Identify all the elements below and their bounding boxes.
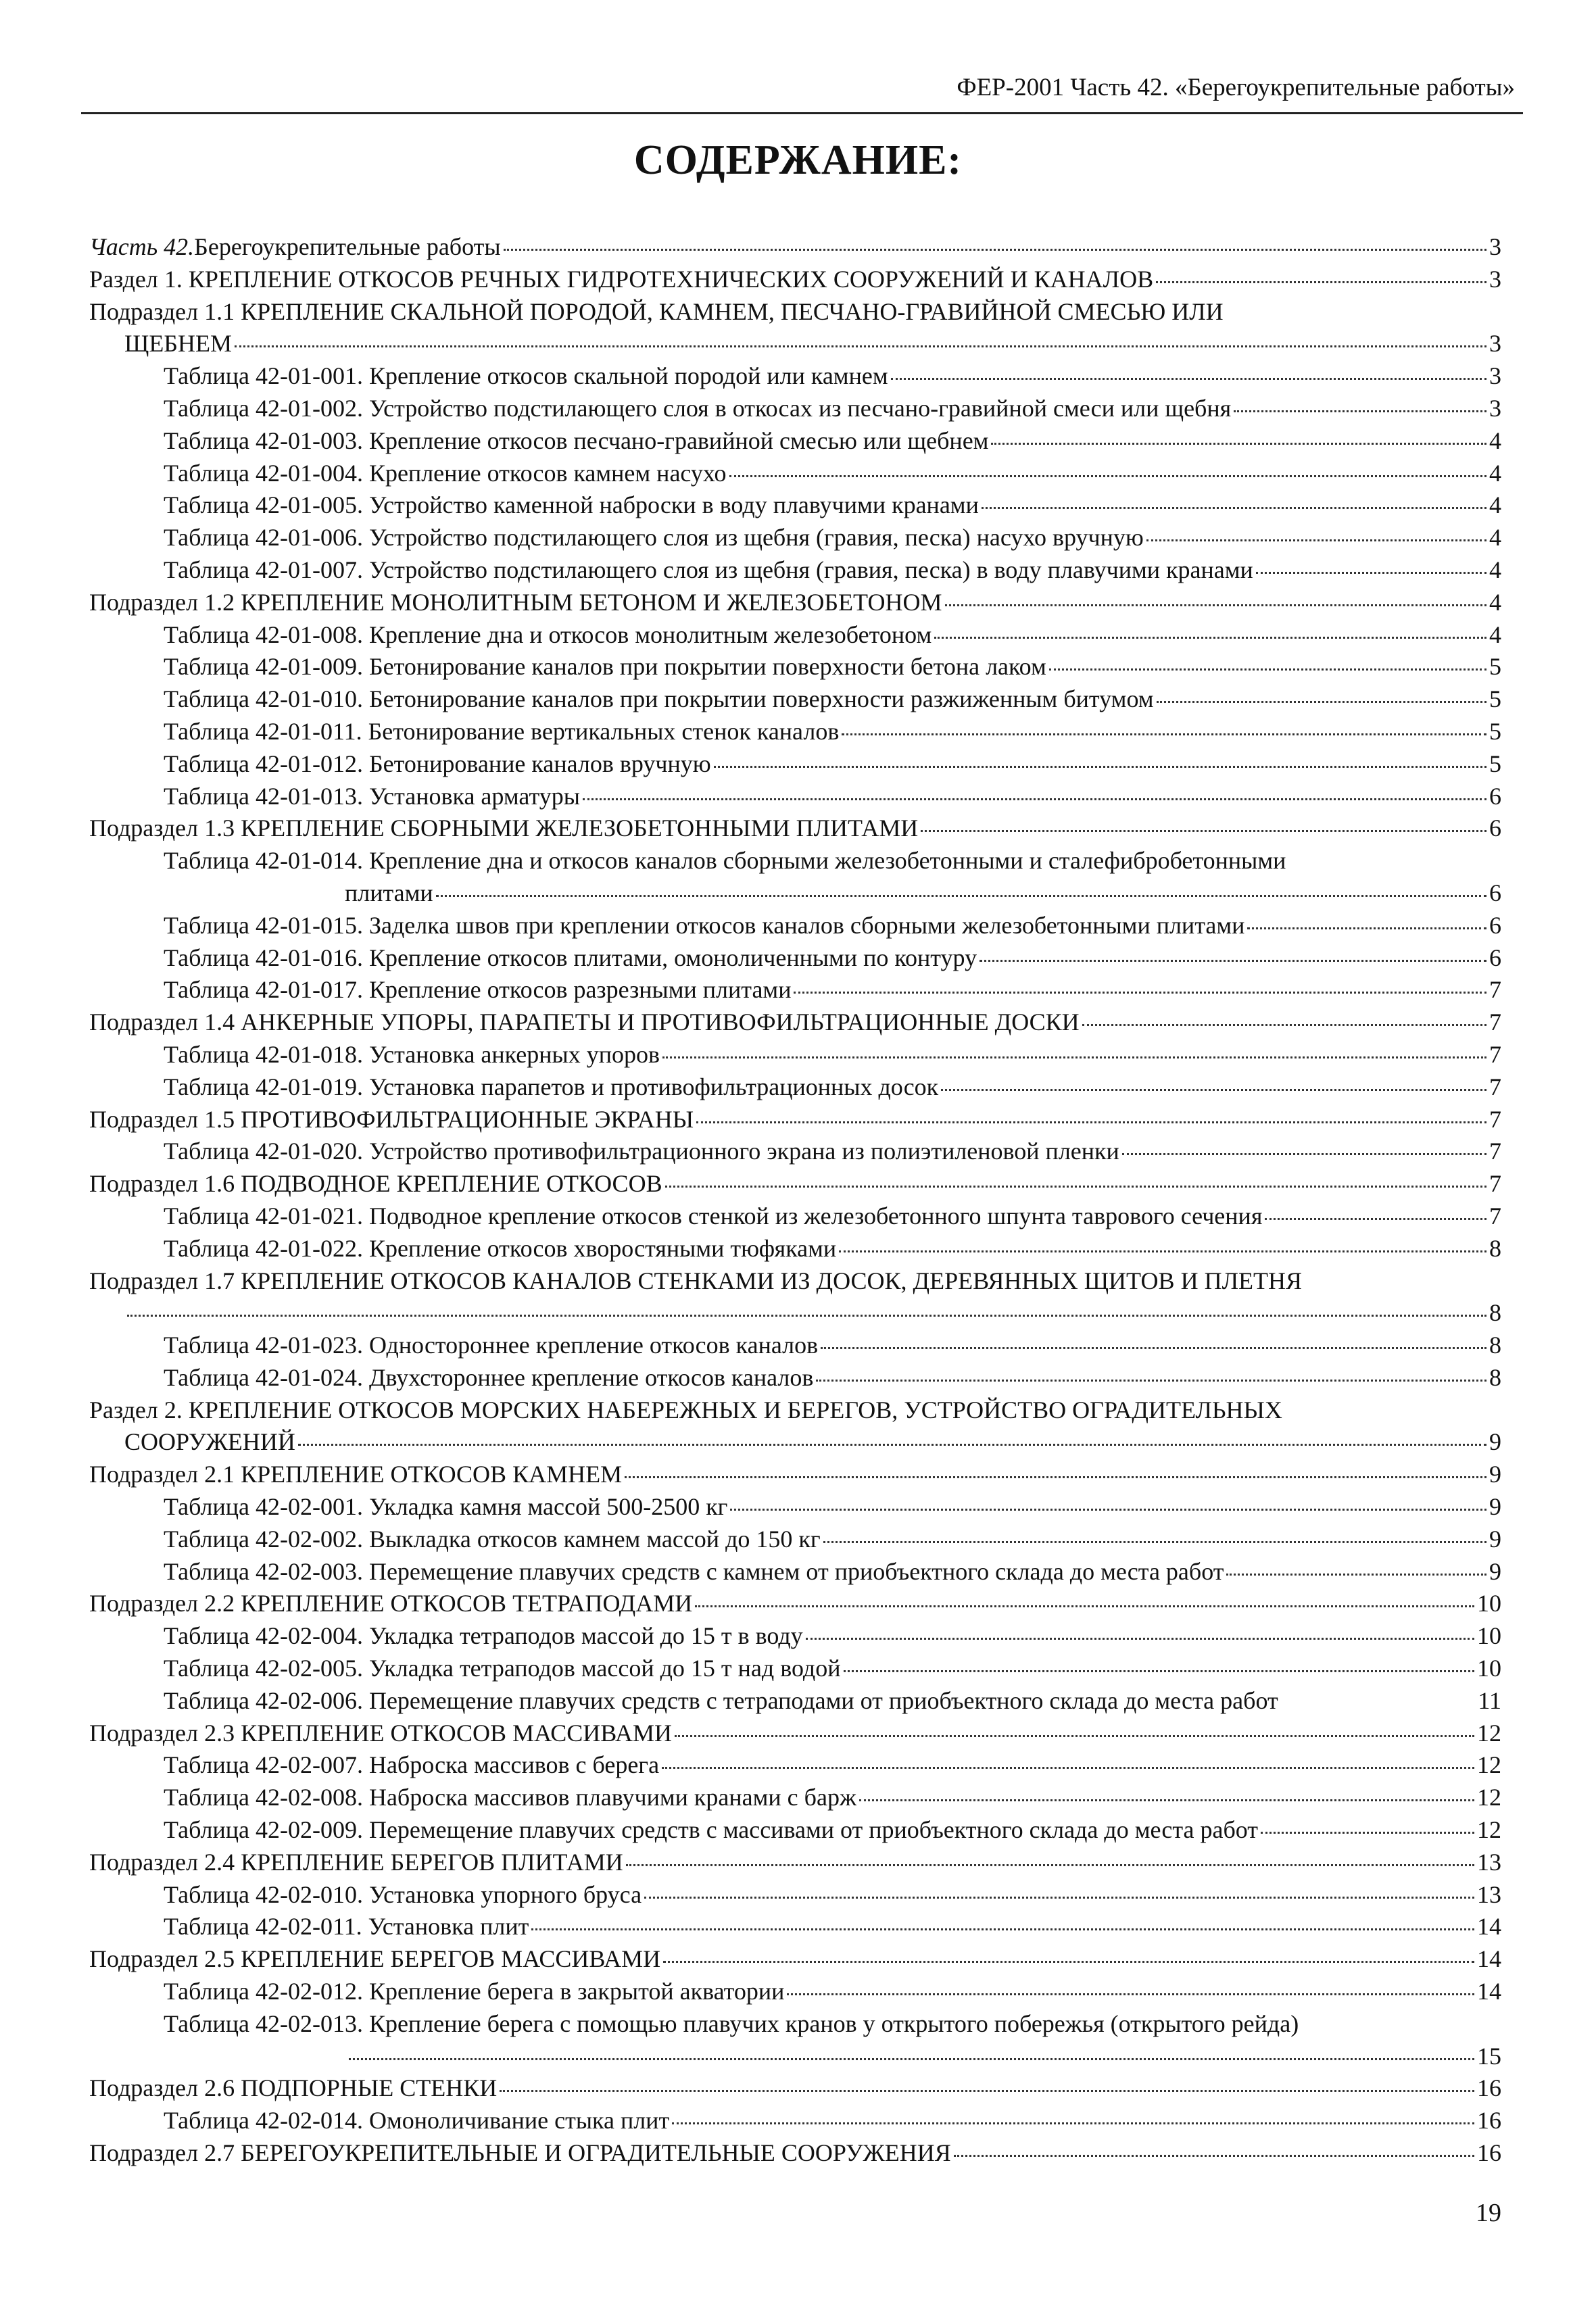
toc-leader-line	[89, 1104, 1501, 1136]
toc-page-number: 14	[1477, 1913, 1501, 1941]
toc-subsection	[89, 1006, 1501, 1039]
toc-page-number: 3	[1489, 362, 1501, 390]
running-header: ФЕР-2001 Часть 42. «Берегоукрепительные работы»	[957, 74, 1515, 101]
toc-table-entry	[89, 1200, 1501, 1233]
toc-leader-line	[164, 2105, 1501, 2137]
toc-leader-line	[89, 2072, 1501, 2105]
toc-part	[89, 231, 1501, 264]
dot-leader	[675, 1735, 1474, 1737]
toc-page-number: 3	[1489, 265, 1501, 293]
toc-page-number: 10	[1477, 1590, 1501, 1617]
toc-entry-text: Таблица 42-02-001. Укладка камня массой 500-2500 кг	[164, 1493, 728, 1521]
toc-table-entry	[89, 458, 1501, 490]
toc-entry-text: Таблица 42-01-003. Крепление откосов песчано-гравийной смесью или щебнем	[164, 427, 989, 454]
toc-page-number: 12	[1477, 1719, 1501, 1747]
dot-leader	[662, 1056, 1486, 1058]
toc-table-entry	[89, 1814, 1501, 1847]
toc-leader-line	[164, 1200, 1501, 1233]
dot-leader	[663, 1961, 1474, 1963]
toc-leader-line	[164, 1620, 1501, 1653]
toc-subsection	[89, 2072, 1501, 2105]
toc-entry-text: Подраздел 2.7 БЕРЕГОУКРЕПИТЕЛЬНЫЕ И ОГРАДИТЕЛЬНЫЕ СООРУЖЕНИЯ	[89, 2139, 951, 2167]
dot-leader	[787, 1993, 1474, 1995]
toc-page-number: 13	[1477, 1880, 1501, 1908]
toc-entry-text: Таблица 42-01-021. Подводное крепление откосов стенкой из железобетонного шпунта таврового сечения	[164, 1202, 1263, 1229]
dot-leader	[945, 604, 1486, 606]
dot-leader	[500, 2090, 1474, 2092]
toc-page-number: 5	[1489, 653, 1501, 681]
toc-entry-text: Подраздел 1.6 ПОДВОДНОЕ КРЕПЛЕНИЕ ОТКОСОВ	[89, 1170, 662, 1198]
toc-entry-text: Таблица 42-01-004. Крепление откосов камнем насухо	[164, 459, 727, 487]
toc-page-number: 9	[1489, 1525, 1501, 1553]
toc-leader-line	[164, 522, 1501, 554]
toc-table-entry	[89, 716, 1501, 748]
dot-leader	[1247, 927, 1486, 929]
toc-leader-line	[164, 1362, 1501, 1394]
toc-table-entry	[89, 1524, 1501, 1556]
toc-leader-line	[89, 1717, 1501, 1750]
dot-leader	[1156, 281, 1486, 283]
toc-entry-text: Подраздел 1.4 АНКЕРНЫЕ УПОРЫ, ПАРАПЕТЫ И ПРОТИВОФИЛЬТРАЦИОННЫЕ ДОСКИ	[89, 1008, 1080, 1036]
toc-leader-line	[164, 1071, 1501, 1104]
toc-page-number: 6	[1489, 879, 1501, 906]
toc-table-entry	[89, 393, 1501, 425]
toc-leader-line	[89, 328, 1501, 360]
toc-entry-text: Таблица 42-01-009. Бетонирование каналов при покрытии поверхности бетона лаком	[164, 653, 1046, 681]
page-title: СОДЕРЖАНИЕ:	[633, 137, 963, 183]
toc-page-number: 8	[1489, 1363, 1501, 1391]
dot-leader	[349, 2058, 1474, 2060]
toc-subsection	[89, 1265, 1501, 1330]
toc-page-number: 12	[1477, 1784, 1501, 1811]
dot-leader	[625, 1476, 1486, 1478]
dot-leader	[672, 2122, 1474, 2124]
toc-entry-text: Таблица 42-01-001. Крепление откосов скальной породой или камнем	[164, 362, 888, 390]
toc-table-entry	[89, 1556, 1501, 1588]
toc-entry-text: Таблица 42-02-013. Крепление берега с помощью плавучих кранов у открытого побережья (открытого рейда)	[164, 2009, 1299, 2037]
dot-leader	[839, 1250, 1486, 1252]
toc-page-number: 16	[1477, 2074, 1501, 2102]
toc-entry-text: Таблица 42-01-013. Установка арматуры	[164, 782, 580, 810]
toc-entry-text: Подраздел 2.5 КРЕПЛЕНИЕ БЕРЕГОВ МАССИВАМИ	[89, 1945, 661, 1973]
header-rule	[81, 112, 1523, 114]
toc-page-number: 8	[1489, 1299, 1501, 1327]
toc-leader-line	[89, 1168, 1501, 1200]
toc-page-number: 3	[1489, 330, 1501, 358]
toc-entry-text: Таблица 42-01-017. Крепление откосов разрезными плитами	[164, 976, 792, 1004]
toc-entry-text: Подраздел 1.3 КРЕПЛЕНИЕ СБОРНЫМИ ЖЕЛЕЗОБЕТОННЫМИ ПЛИТАМИ	[89, 814, 919, 842]
toc-leader-line	[89, 812, 1501, 845]
toc-table-entry	[89, 360, 1501, 393]
dot-leader	[1261, 1832, 1474, 1834]
dot-leader	[531, 1928, 1474, 1930]
toc-subsection	[89, 1588, 1501, 1620]
toc-entry-text: Таблица 42-02-007. Наброска массивов с берега	[164, 1751, 660, 1779]
toc-entry-text: Таблица 42-02-011. Установка плит	[164, 1913, 529, 1941]
toc-entry-text: Таблица 42-02-009. Перемещение плавучих средств с массивами от приобъектного склада до места работ	[164, 1816, 1259, 1844]
toc-leader-line	[164, 619, 1501, 652]
toc-entry-text: Подраздел 1.2 КРЕПЛЕНИЕ МОНОЛИТНЫМ БЕТОНОМ И ЖЕЛЕЗОБЕТОНОМ	[89, 588, 942, 616]
toc-entry-text: Подраздел 1.7 КРЕПЛЕНИЕ ОТКОСОВ КАНАЛОВ СТЕНКАМИ ИЗ ДОСОК, ДЕРЕВЯННЫХ ЩИТОВ И ПЛЕТНЯ	[89, 1267, 1302, 1294]
toc-table-entry	[89, 974, 1501, 1006]
toc-page-number: 16	[1477, 2139, 1501, 2167]
dot-leader	[821, 1347, 1486, 1349]
toc-table-entry	[89, 845, 1501, 910]
dot-leader	[980, 960, 1486, 962]
dot-leader	[1256, 572, 1486, 574]
table-of-contents	[89, 231, 1501, 2170]
toc-leader-line	[164, 1976, 1501, 2008]
toc-section	[89, 1394, 1501, 1459]
toc-leader-line	[164, 683, 1501, 716]
toc-page-number: 9	[1489, 1461, 1501, 1488]
dot-leader	[1082, 1024, 1486, 1026]
toc-part-prefix: Часть 42.	[89, 233, 195, 260]
toc-leader-line	[164, 974, 1501, 1006]
toc-page-number: 11	[1478, 1686, 1501, 1714]
page-number: 19	[1476, 2199, 1501, 2227]
toc-table-entry	[89, 1620, 1501, 1653]
toc-page-number: 3	[1489, 233, 1501, 260]
toc-entry-text: Таблица 42-02-010. Установка упорного бруса	[164, 1880, 642, 1908]
toc-page-number: 5	[1489, 717, 1501, 745]
toc-leader-line	[164, 748, 1501, 781]
toc-table-entry	[89, 1491, 1501, 1524]
dot-leader	[1122, 1153, 1486, 1155]
toc-leader-line	[89, 1847, 1501, 1879]
toc-leader-line	[89, 2137, 1501, 2170]
dot-leader	[626, 1864, 1474, 1866]
toc-subsection	[89, 1847, 1501, 1879]
toc-entry-text: плитами	[345, 879, 433, 906]
toc-table-entry	[89, 1879, 1501, 1911]
toc-page-number: 10	[1477, 1655, 1501, 1682]
dot-leader	[844, 1670, 1474, 1672]
toc-entry-text: Таблица 42-01-018. Установка анкерных упоров	[164, 1040, 660, 1068]
toc-page-number: 14	[1477, 1945, 1501, 1973]
toc-table-entry	[89, 1782, 1501, 1814]
toc-page-number: 10	[1477, 1622, 1501, 1650]
toc-entry-text: Таблица 42-01-024. Двухстороннее крепление откосов каналов	[164, 1363, 814, 1391]
dot-leader	[583, 798, 1486, 800]
toc-leader-line	[164, 1879, 1501, 1911]
toc-page-number: 7	[1489, 1170, 1501, 1198]
toc-subsection	[89, 1104, 1501, 1136]
dot-leader	[504, 249, 1486, 251]
toc-leader-line	[89, 231, 1501, 264]
toc-page-number: 4	[1489, 588, 1501, 616]
toc-page-number: 9	[1489, 1557, 1501, 1585]
toc-page-number: 6	[1489, 911, 1501, 939]
toc-entry-text: Подраздел 2.6 ПОДПОРНЫЕ СТЕНКИ	[89, 2074, 498, 2102]
toc-page-number: 13	[1477, 1848, 1501, 1876]
toc-page-number: 16	[1477, 2107, 1501, 2135]
toc-leader-line	[164, 781, 1501, 813]
toc-entry-text: Таблица 42-01-012. Бетонирование каналов вручную	[164, 750, 711, 777]
toc-entry-text: Таблица 42-02-014. Омоноличивание стыка плит	[164, 2107, 670, 2135]
dot-leader	[921, 830, 1486, 832]
dot-leader	[298, 1444, 1486, 1446]
toc-page-number: 7	[1489, 976, 1501, 1004]
toc-page-number: 5	[1489, 750, 1501, 777]
toc-entry-text: Таблица 42-01-006. Устройство подстилающего слоя из щебня (гравия, песка) насухо вручную	[164, 524, 1144, 552]
dot-leader	[665, 1186, 1486, 1188]
toc-subsection	[89, 587, 1501, 619]
dot-leader	[982, 507, 1486, 509]
toc-page-number: 12	[1477, 1816, 1501, 1844]
toc-leader-line	[164, 425, 1501, 458]
toc-page-number: 4	[1489, 459, 1501, 487]
toc-table-entry	[89, 1071, 1501, 1104]
toc-page-number: 7	[1489, 1202, 1501, 1229]
toc-table-entry	[89, 1136, 1501, 1168]
toc-leader-line	[164, 716, 1501, 748]
toc-entry-text: СООРУЖЕНИЙ	[124, 1428, 295, 1456]
toc-page-number: 9	[1489, 1493, 1501, 1521]
toc-entry-text: Таблица 42-01-016. Крепление откосов плитами, омоноличенными по контуру	[164, 944, 977, 971]
toc-entry-text: Таблица 42-01-002. Устройство подстилающего слоя в откосах из песчано-гравийной смеси или щебня	[164, 394, 1232, 422]
toc-leader-line	[164, 1524, 1501, 1556]
toc-page-number: 7	[1489, 1008, 1501, 1036]
dot-leader	[1265, 1218, 1486, 1220]
toc-table-entry	[89, 1749, 1501, 1782]
toc-entry-text: Раздел 2. КРЕПЛЕНИЕ ОТКОСОВ МОРСКИХ НАБЕРЕЖНЫХ И БЕРЕГОВ, УСТРОЙСТВО ОГРАДИТЕЛЬНЫХ	[89, 1396, 1282, 1423]
toc-leader-line	[164, 1491, 1501, 1524]
toc-subsection	[89, 2137, 1501, 2170]
toc-page-number: 3	[1489, 394, 1501, 422]
toc-leader-line	[164, 1911, 1501, 1943]
toc-leader-line	[164, 1685, 1501, 1717]
toc-leader-line	[89, 1297, 1501, 1330]
toc-leader-line	[164, 489, 1501, 522]
toc-subsection	[89, 1717, 1501, 1750]
toc-table-entry	[89, 748, 1501, 781]
toc-leader-line	[89, 1943, 1501, 1976]
toc-leader-line	[164, 877, 1501, 910]
toc-leader-line	[164, 1782, 1501, 1814]
toc-subsection	[89, 1943, 1501, 1976]
toc-leader-line	[164, 360, 1501, 393]
dot-leader	[127, 1315, 1486, 1317]
dot-leader	[859, 1799, 1474, 1801]
toc-entry-text: Таблица 42-02-004. Укладка тетраподов массой до 15 т в воду	[164, 1622, 803, 1650]
toc-page-number: 4	[1489, 427, 1501, 454]
toc-page-number: 12	[1477, 1751, 1501, 1779]
dot-leader	[436, 895, 1486, 897]
toc-entry-text: Таблица 42-01-005. Устройство каменной наброски в воду плавучими кранами	[164, 491, 979, 519]
toc-subsection	[89, 1459, 1501, 1491]
dot-leader	[644, 1897, 1474, 1899]
toc-entry-text: Подраздел 1.5 ПРОТИВОФИЛЬТРАЦИОННЫЕ ЭКРАНЫ	[89, 1105, 694, 1133]
toc-leader-line	[89, 587, 1501, 619]
toc-leader-line	[164, 554, 1501, 587]
dot-leader	[714, 766, 1486, 768]
toc-page-number: 4	[1489, 524, 1501, 552]
toc-entry-text: Таблица 42-02-012. Крепление берега в закрытой акватории	[164, 1978, 785, 2005]
toc-table-entry	[89, 522, 1501, 554]
toc-leader-line	[164, 1653, 1501, 1685]
toc-entry-text: Таблица 42-01-011. Бетонирование вертикальных стенок каналов	[164, 717, 840, 745]
dot-leader	[823, 1541, 1486, 1543]
dot-leader	[1049, 668, 1486, 671]
dot-leader	[941, 1089, 1486, 1091]
dot-leader	[235, 345, 1486, 347]
toc-entry-text: Таблица 42-02-005. Укладка тетраподов массой до 15 т над водой	[164, 1655, 841, 1682]
dot-leader	[816, 1380, 1486, 1382]
toc-page-number: 14	[1477, 1978, 1501, 2005]
toc-table-entry	[89, 1653, 1501, 1685]
dot-leader	[662, 1767, 1474, 1769]
toc-leader-line	[164, 1136, 1501, 1168]
dot-leader	[696, 1121, 1486, 1123]
toc-leader-line	[89, 1588, 1501, 1620]
toc-entry-text: Подраздел 2.2 КРЕПЛЕНИЕ ОТКОСОВ ТЕТРАПОДАМИ	[89, 1590, 693, 1617]
toc-leader-line	[89, 264, 1501, 296]
toc-page-number: 8	[1489, 1332, 1501, 1359]
dot-leader	[842, 733, 1486, 735]
toc-table-entry	[89, 1039, 1501, 1071]
toc-entry-text: Таблица 42-02-006. Перемещение плавучих средств с тетраподами от приобъектного склада до места работ	[164, 1686, 1278, 1714]
toc-table-entry	[89, 781, 1501, 813]
toc-leader-line	[164, 2041, 1501, 2073]
toc-entry-text: Таблица 42-01-023. Одностороннее крепление откосов каналов	[164, 1332, 819, 1359]
toc-entry-text: Таблица 42-02-008. Наброска массивов плавучими кранами с барж	[164, 1784, 856, 1811]
toc-entry-text: Подраздел 2.4 КРЕПЛЕНИЕ БЕРЕГОВ ПЛИТАМИ	[89, 1848, 623, 1876]
toc-page-number: 5	[1489, 685, 1501, 713]
toc-subsection	[89, 812, 1501, 845]
toc-entry-text: ЩЕБНЕМ	[124, 330, 232, 358]
dot-leader	[891, 378, 1486, 380]
toc-entry-text: Таблица 42-01-020. Устройство противофильтрационного экрана из полиэтиленовой пленки	[164, 1138, 1119, 1165]
toc-entry-text: Таблица 42-02-003. Перемещение плавучих средств с камнем от приобъектного склада до места работ	[164, 1557, 1224, 1585]
dot-leader	[1146, 539, 1486, 541]
toc-entry-text: Подраздел 1.1 КРЕПЛЕНИЕ СКАЛЬНОЙ ПОРОДОЙ, КАМНЕМ, ПЕСЧАНО-ГРАВИЙНОЙ СМЕСЬЮ ИЛИ	[89, 297, 1224, 325]
dot-leader	[729, 475, 1486, 477]
toc-entry-text: Таблица 42-01-015. Заделка швов при креплении откосов каналов сборными железобетонными плитами	[164, 911, 1245, 939]
dot-leader	[1226, 1574, 1486, 1576]
toc-section	[89, 264, 1501, 296]
toc-table-entry	[89, 1362, 1501, 1394]
toc-page-number: 4	[1489, 491, 1501, 519]
toc-leader-line	[164, 1556, 1501, 1588]
dot-leader	[730, 1509, 1486, 1511]
toc-leader-line	[164, 910, 1501, 942]
toc-leader-line	[89, 1006, 1501, 1039]
toc-leader-line	[164, 942, 1501, 975]
toc-leader-line	[89, 1426, 1501, 1459]
dot-leader	[991, 443, 1486, 445]
toc-entry-text: Таблица 42-01-022. Крепление откосов хворостяными тюфяками	[164, 1234, 837, 1262]
dot-leader	[695, 1605, 1474, 1607]
toc-table-entry	[89, 489, 1501, 522]
toc-table-entry	[89, 2105, 1501, 2137]
dot-leader	[806, 1638, 1474, 1640]
toc-page-number: 4	[1489, 620, 1501, 648]
dot-leader	[1234, 410, 1486, 412]
toc-page-number: 9	[1489, 1428, 1501, 1456]
toc-table-entry	[89, 683, 1501, 716]
toc-entry-text: Таблица 42-01-007. Устройство подстилающего слоя из щебня (гравия, песка) в воду плавучими кранами	[164, 556, 1253, 583]
toc-table-entry	[89, 554, 1501, 587]
toc-page-number: 6	[1489, 814, 1501, 842]
toc-table-entry	[89, 1911, 1501, 1943]
toc-leader-line	[164, 1749, 1501, 1782]
toc-table-entry	[89, 1685, 1501, 1717]
toc-subsection	[89, 1168, 1501, 1200]
toc-entry-text: Таблица 42-01-014. Крепление дна и откосов каналов сборными железобетонными и сталефибробетонными	[164, 847, 1286, 875]
toc-table-entry	[89, 619, 1501, 652]
toc-table-entry	[89, 2008, 1501, 2073]
dot-leader	[934, 637, 1486, 639]
toc-table-entry	[89, 1330, 1501, 1362]
toc-leader-line	[164, 458, 1501, 490]
toc-page-number: 8	[1489, 1234, 1501, 1262]
toc-page-number: 7	[1489, 1040, 1501, 1068]
toc-entry-text: Берегоукрепительные работы	[194, 233, 501, 260]
toc-page-number: 6	[1489, 944, 1501, 971]
toc-table-entry	[89, 425, 1501, 458]
toc-page-number: 7	[1489, 1105, 1501, 1133]
toc-table-entry	[89, 910, 1501, 942]
toc-page-number: 15	[1477, 2042, 1501, 2070]
toc-leader-line	[164, 651, 1501, 683]
toc-leader-line	[164, 1233, 1501, 1265]
toc-entry-text: Подраздел 2.1 КРЕПЛЕНИЕ ОТКОСОВ КАМНЕМ	[89, 1461, 623, 1488]
toc-entry-text: Таблица 42-02-002. Выкладка откосов камнем массой до 150 кг	[164, 1525, 821, 1553]
toc-entry-text: Раздел 1. КРЕПЛЕНИЕ ОТКОСОВ РЕЧНЫХ ГИДРОТЕХНИЧЕСКИХ СООРУЖЕНИЙ И КАНАЛОВ	[89, 265, 1154, 293]
toc-leader-line	[164, 393, 1501, 425]
toc-entry-text: Подраздел 2.3 КРЕПЛЕНИЕ ОТКОСОВ МАССИВАМИ	[89, 1719, 673, 1747]
toc-page-number: 4	[1489, 556, 1501, 583]
toc-leader-line	[164, 1039, 1501, 1071]
dot-leader	[1157, 701, 1486, 703]
toc-entry-text: Таблица 42-01-010. Бетонирование каналов при покрытии поверхности разжиженным битумом	[164, 685, 1154, 713]
dot-leader	[794, 992, 1486, 994]
toc-leader-line	[89, 1459, 1501, 1491]
toc-leader-line	[164, 1814, 1501, 1847]
toc-table-entry	[89, 1233, 1501, 1265]
toc-table-entry	[89, 942, 1501, 975]
toc-entry-text: Таблица 42-01-019. Установка парапетов и противофильтрационных досок	[164, 1073, 939, 1100]
toc-entry-text: Таблица 42-01-008. Крепление дна и откосов монолитным железобетоном	[164, 620, 932, 648]
toc-subsection	[89, 296, 1501, 361]
toc-table-entry	[89, 651, 1501, 683]
dot-leader	[954, 2155, 1474, 2157]
toc-table-entry	[89, 1976, 1501, 2008]
toc-page-number: 7	[1489, 1138, 1501, 1165]
toc-page-number: 7	[1489, 1073, 1501, 1100]
toc-leader-line	[164, 1330, 1501, 1362]
toc-page-number: 6	[1489, 782, 1501, 810]
